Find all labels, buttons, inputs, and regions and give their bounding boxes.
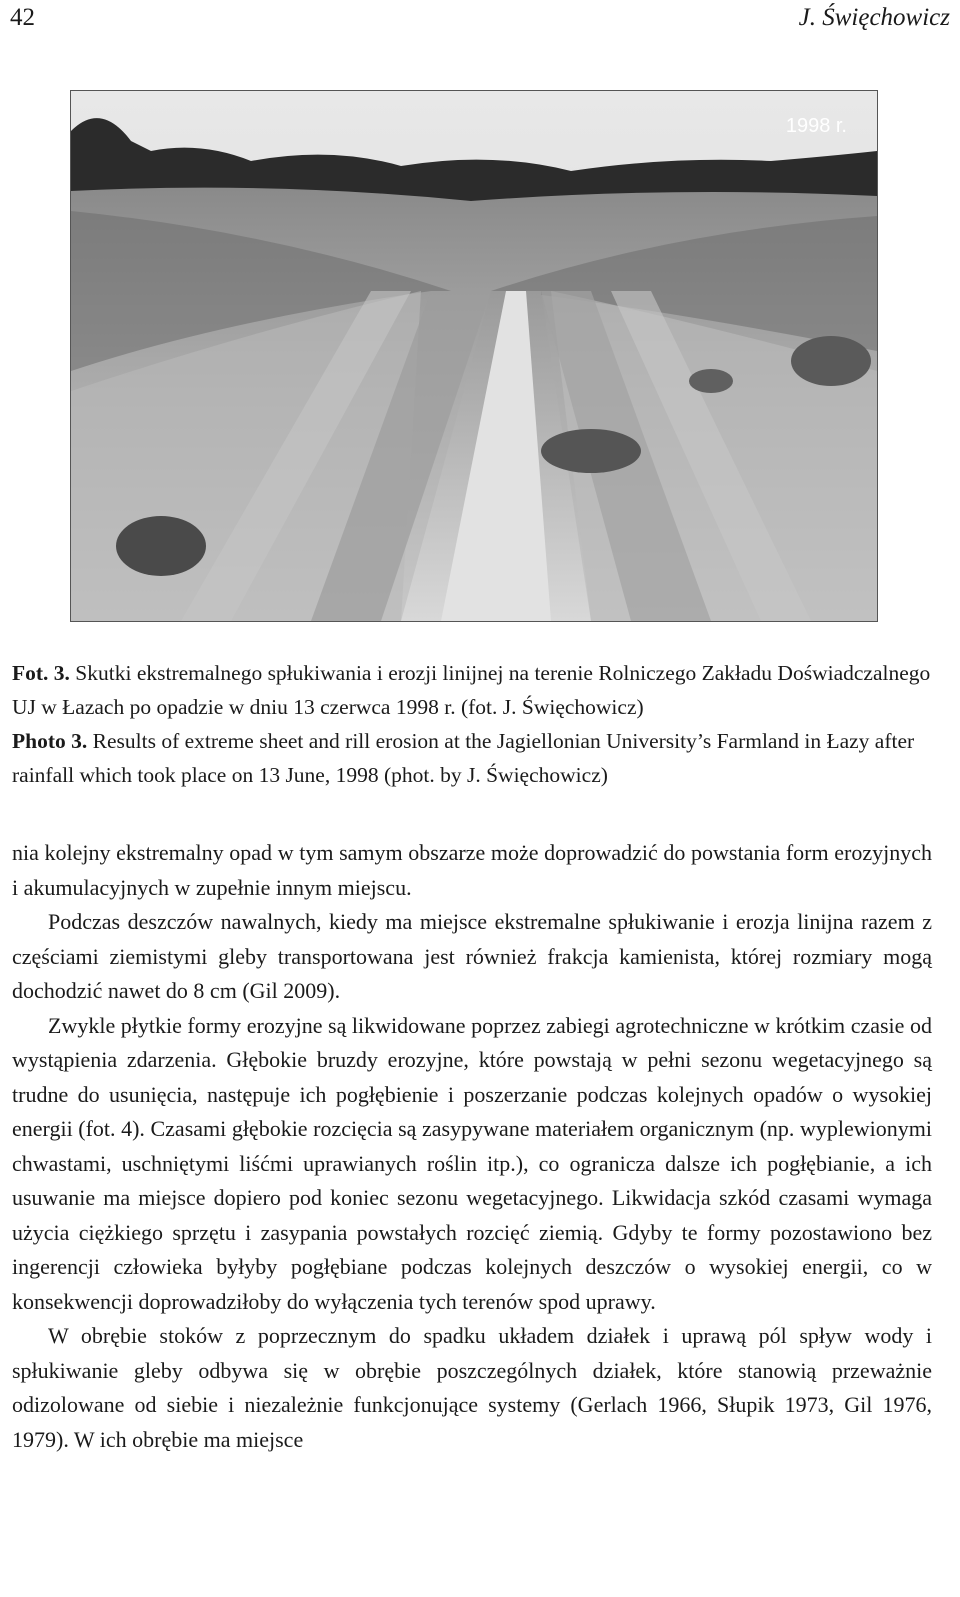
paragraph-2: Podczas deszczów nawalnych, kiedy ma miejsce ekstremalne spłukiwanie i erozja linijna razem z częściami ziemistymi gleby transportowana jest również frakcja kamienista, której rozmiary mogą dochodzić nawet do 8 cm (Gil 2009). (12, 909, 932, 1003)
caption-en-text: Results of extreme sheet and rill erosion at the Jagiellonian University’s Farmland in Łazy after rainfall which took place on 13 June, 1998 (phot. by J. Święchowicz) (12, 729, 915, 787)
page-number: 42 (10, 4, 35, 31)
caption-polish (12, 656, 936, 724)
photo-year-label: 1998 r. (785, 115, 847, 137)
page-header (10, 4, 950, 40)
running-head: J. Święchowicz (798, 4, 950, 31)
paragraph-3: Zwykle płytkie formy erozyjne są likwidowane poprzez zabiegi agrotechniczne w krótkim czasie od wystąpienia zdarzenia. Głębokie bruzdy erozyjne, które powstają w pełni sezonu wegetacyjnego są trudne do usunięcia, następuje ich pogłębienie i poszerzanie podczas kolejnych opadów o wysokiej energii (fot. 4). Czasami głębokie rozcięcia są zasypywane materiałem organicznym (np. wyplewionymi chwastami, uschniętymi liśćmi uprawianych roślin itp.), co ogranicza dalsze ich pogłębianie, a ich usuwanie ma miejsce dopiero pod koniec sezonu wegetacyjnego. Likwidacja szkód czasami wymaga użycia ciężkiego sprzętu i zasypania powstałych rozcięć ziemią. Gdyby te formy pozostawiono bez ingerencji człowieka byłyby pogłębiane podczas kolejnych deszczów o wysokiej energii, co w konsekwencji doprowadziłoby do wyłączenia tych terenów spod uprawy. (12, 1012, 932, 1314)
caption-pl-label: Fot. 3. (12, 661, 70, 685)
caption-english (12, 724, 936, 792)
paragraph-1: nia kolejny ekstremalny opad w tym samym obszarze może doprowadzić do powstania form erozyjnych i akumulacyjnych w zupełnie innym miejscu. (12, 840, 932, 900)
field-erosion-photo (70, 90, 878, 622)
caption-en-label: Photo 3. (12, 729, 88, 753)
body-text (12, 836, 932, 1457)
caption-pl-text: Skutki ekstremalnego spłukiwania i erozji linijnej na terenie Rolniczego Zakładu Doświadczalnego UJ w Łazach po opadzie w dniu 13 czerwca 1998 r. (fot. J. Święchowicz) (12, 661, 931, 719)
paragraph-4: W obrębie stoków z poprzecznym do spadku układem działek i uprawą pól spływ wody i spłukiwanie gleby odbywa się w obrębie poszczególnych działek, które stanowią przeważnie odizolowane od siebie i niezależnie funkcjonujące systemy (Gerlach 1966, Słupik 1973, Gil 1976, 1979). W ich obrębie ma miejsce (12, 1323, 932, 1452)
figure-caption (12, 656, 936, 792)
